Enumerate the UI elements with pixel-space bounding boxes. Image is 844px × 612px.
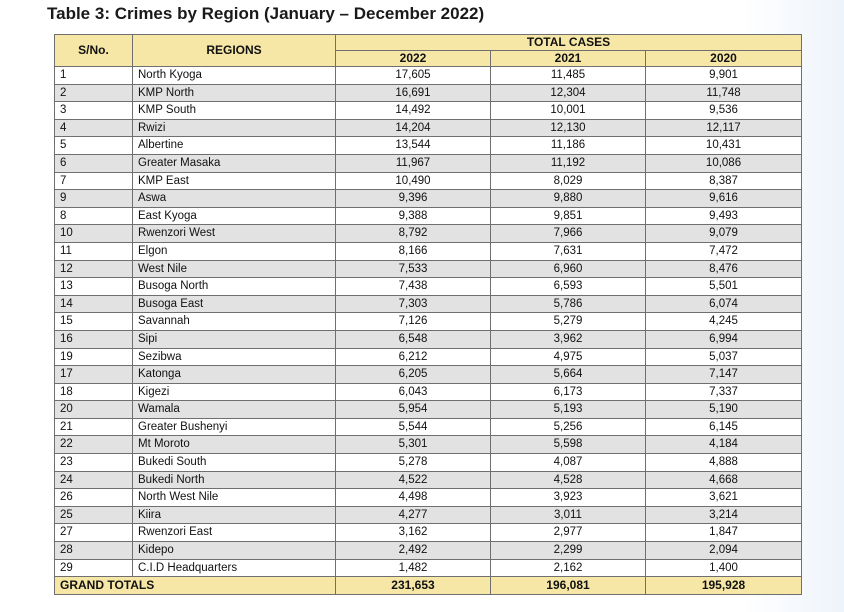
table-title: Table 3: Crimes by Region (January – December 2022): [47, 4, 485, 23]
cell-2020: 9,616: [646, 190, 802, 208]
cell-region: KMP North: [133, 84, 336, 102]
cell-2021: 11,186: [491, 137, 646, 155]
cell-region: Bukedi South: [133, 454, 336, 472]
table-row: [55, 172, 802, 190]
cell-sno: 11: [55, 242, 133, 260]
cell-sno: 3: [55, 102, 133, 120]
cell-2021: 10,001: [491, 102, 646, 120]
table-row: [55, 401, 802, 419]
cell-sno: 15: [55, 313, 133, 331]
table-row: [55, 67, 802, 85]
cell-region: Rwenzori East: [133, 524, 336, 542]
cell-sno: 26: [55, 489, 133, 507]
table-row: [55, 383, 802, 401]
cell-sno: 21: [55, 418, 133, 436]
cell-2020: 4,888: [646, 454, 802, 472]
cell-region: KMP South: [133, 102, 336, 120]
cell-2021: 5,598: [491, 436, 646, 454]
cell-2021: 2,977: [491, 524, 646, 542]
cell-2022: 7,303: [336, 295, 491, 313]
cell-region: West Nile: [133, 260, 336, 278]
cell-2022: 8,166: [336, 242, 491, 260]
grand-total-2020: 195,928: [646, 577, 802, 595]
cell-sno: 12: [55, 260, 133, 278]
cell-2022: 5,544: [336, 418, 491, 436]
cell-2020: 1,400: [646, 559, 802, 577]
header-year-2021: 2021: [491, 51, 646, 67]
cell-2020: 11,748: [646, 84, 802, 102]
cell-2022: 3,162: [336, 524, 491, 542]
cell-2020: 5,037: [646, 348, 802, 366]
cell-2021: 7,631: [491, 242, 646, 260]
cell-2021: 5,256: [491, 418, 646, 436]
table-row: [55, 366, 802, 384]
cell-2021: 9,880: [491, 190, 646, 208]
cell-sno: 7: [55, 172, 133, 190]
table-row: [55, 330, 802, 348]
cell-sno: 10: [55, 225, 133, 243]
cell-2021: 6,593: [491, 278, 646, 296]
cell-2021: 12,304: [491, 84, 646, 102]
cell-2020: 9,901: [646, 67, 802, 85]
cell-sno: 18: [55, 383, 133, 401]
cell-2021: 6,960: [491, 260, 646, 278]
table-row: [55, 84, 802, 102]
cell-region: North Kyoga: [133, 67, 336, 85]
cell-2020: 8,387: [646, 172, 802, 190]
cell-sno: 27: [55, 524, 133, 542]
cell-sno: 28: [55, 542, 133, 560]
cell-2021: 4,975: [491, 348, 646, 366]
cell-2020: 6,994: [646, 330, 802, 348]
table-row: [55, 524, 802, 542]
cell-region: KMP East: [133, 172, 336, 190]
cell-2022: 14,492: [336, 102, 491, 120]
cell-2022: 9,388: [336, 207, 491, 225]
cell-region: Mt Moroto: [133, 436, 336, 454]
cell-2020: 7,472: [646, 242, 802, 260]
cell-2020: 6,074: [646, 295, 802, 313]
table-header: [55, 35, 802, 67]
cell-2020: 9,079: [646, 225, 802, 243]
cell-2021: 12,130: [491, 119, 646, 137]
cell-region: Sipi: [133, 330, 336, 348]
cell-region: Busoga North: [133, 278, 336, 296]
cell-region: North West Nile: [133, 489, 336, 507]
cell-region: Kiira: [133, 506, 336, 524]
cell-region: Rwenzori West: [133, 225, 336, 243]
table-row: [55, 295, 802, 313]
crimes-by-region-table: [54, 34, 802, 595]
grand-totals-row: [55, 577, 802, 595]
header-year-2022: 2022: [336, 51, 491, 67]
cell-sno: 23: [55, 454, 133, 472]
table-row: [55, 207, 802, 225]
cell-2022: 2,492: [336, 542, 491, 560]
cell-2022: 6,548: [336, 330, 491, 348]
cell-2021: 5,786: [491, 295, 646, 313]
cell-region: Savannah: [133, 313, 336, 331]
cell-2022: 9,396: [336, 190, 491, 208]
cell-sno: 16: [55, 330, 133, 348]
cell-2020: 9,493: [646, 207, 802, 225]
cell-2022: 5,278: [336, 454, 491, 472]
cell-sno: 13: [55, 278, 133, 296]
cell-2022: 5,301: [336, 436, 491, 454]
cell-2022: 1,482: [336, 559, 491, 577]
cell-2022: 4,277: [336, 506, 491, 524]
cell-region: East Kyoga: [133, 207, 336, 225]
cell-2020: 4,245: [646, 313, 802, 331]
cell-sno: 14: [55, 295, 133, 313]
cell-region: Sezibwa: [133, 348, 336, 366]
cell-2021: 2,299: [491, 542, 646, 560]
cell-2020: 9,536: [646, 102, 802, 120]
cell-2022: 7,126: [336, 313, 491, 331]
cell-2020: 10,431: [646, 137, 802, 155]
cell-2020: 6,145: [646, 418, 802, 436]
cell-2020: 10,086: [646, 154, 802, 172]
cell-sno: 9: [55, 190, 133, 208]
header-total-cases: TOTAL CASES: [336, 35, 802, 51]
cell-2022: 5,954: [336, 401, 491, 419]
cell-2021: 8,029: [491, 172, 646, 190]
cell-region: Bukedi North: [133, 471, 336, 489]
cell-2021: 5,193: [491, 401, 646, 419]
cell-region: Greater Masaka: [133, 154, 336, 172]
table-row: [55, 471, 802, 489]
cell-region: Katonga: [133, 366, 336, 384]
cell-2022: 17,605: [336, 67, 491, 85]
cell-sno: 19: [55, 348, 133, 366]
cell-2020: 5,190: [646, 401, 802, 419]
cell-2022: 13,544: [336, 137, 491, 155]
table-row: [55, 278, 802, 296]
cell-sno: 29: [55, 559, 133, 577]
table-row: [55, 542, 802, 560]
grand-total-2021: 196,081: [491, 577, 646, 595]
table-row: [55, 489, 802, 507]
cell-2022: 8,792: [336, 225, 491, 243]
cell-2021: 3,011: [491, 506, 646, 524]
cell-2021: 6,173: [491, 383, 646, 401]
cell-2020: 7,147: [646, 366, 802, 384]
cell-2020: 4,668: [646, 471, 802, 489]
cell-2021: 5,279: [491, 313, 646, 331]
cell-region: Elgon: [133, 242, 336, 260]
table-row: [55, 348, 802, 366]
cell-region: Greater Bushenyi: [133, 418, 336, 436]
table-row: [55, 242, 802, 260]
cell-2020: 7,337: [646, 383, 802, 401]
grand-totals-label: GRAND TOTALS: [55, 577, 336, 595]
cell-2020: 8,476: [646, 260, 802, 278]
cell-2021: 4,528: [491, 471, 646, 489]
cell-region: Kidepo: [133, 542, 336, 560]
table-row: [55, 506, 802, 524]
table-row: [55, 154, 802, 172]
cell-sno: 24: [55, 471, 133, 489]
table-row: [55, 418, 802, 436]
cell-2020: 4,184: [646, 436, 802, 454]
cell-2021: 5,664: [491, 366, 646, 384]
cell-2022: 10,490: [336, 172, 491, 190]
cell-2020: 3,214: [646, 506, 802, 524]
cell-region: C.I.D Headquarters: [133, 559, 336, 577]
cell-2021: 3,923: [491, 489, 646, 507]
cell-2022: 7,533: [336, 260, 491, 278]
table-footer: [55, 577, 802, 595]
cell-sno: 4: [55, 119, 133, 137]
grand-total-2022: 231,653: [336, 577, 491, 595]
cell-region: Busoga East: [133, 295, 336, 313]
cell-region: Albertine: [133, 137, 336, 155]
cell-2022: 14,204: [336, 119, 491, 137]
table-row: [55, 454, 802, 472]
cell-2020: 5,501: [646, 278, 802, 296]
cell-sno: 25: [55, 506, 133, 524]
cell-2020: 2,094: [646, 542, 802, 560]
table-body: [55, 67, 802, 577]
header-regions: REGIONS: [133, 35, 336, 67]
table-row: [55, 313, 802, 331]
cell-sno: 1: [55, 67, 133, 85]
table-row: [55, 559, 802, 577]
cell-sno: 5: [55, 137, 133, 155]
cell-sno: 22: [55, 436, 133, 454]
cell-2022: 11,967: [336, 154, 491, 172]
table-row: [55, 119, 802, 137]
cell-sno: 2: [55, 84, 133, 102]
table-row: [55, 225, 802, 243]
cell-2022: 6,043: [336, 383, 491, 401]
table-row: [55, 190, 802, 208]
cell-sno: 8: [55, 207, 133, 225]
header-sno: S/No.: [55, 35, 133, 67]
cell-2021: 7,966: [491, 225, 646, 243]
table-row: [55, 137, 802, 155]
header-year-2020: 2020: [646, 51, 802, 67]
cell-2021: 4,087: [491, 454, 646, 472]
cell-sno: 20: [55, 401, 133, 419]
cell-2021: 11,192: [491, 154, 646, 172]
cell-region: Kigezi: [133, 383, 336, 401]
cell-2020: 1,847: [646, 524, 802, 542]
cell-sno: 17: [55, 366, 133, 384]
cell-2022: 6,212: [336, 348, 491, 366]
cell-2021: 3,962: [491, 330, 646, 348]
cell-2022: 4,498: [336, 489, 491, 507]
cell-2021: 9,851: [491, 207, 646, 225]
cell-2022: 7,438: [336, 278, 491, 296]
cell-2020: 3,621: [646, 489, 802, 507]
table-row: [55, 436, 802, 454]
table-row: [55, 260, 802, 278]
cell-2021: 2,162: [491, 559, 646, 577]
cell-region: Rwizi: [133, 119, 336, 137]
cell-2022: 6,205: [336, 366, 491, 384]
cell-region: Aswa: [133, 190, 336, 208]
cell-region: Wamala: [133, 401, 336, 419]
cell-2020: 12,117: [646, 119, 802, 137]
table-row: [55, 102, 802, 120]
cell-2022: 4,522: [336, 471, 491, 489]
cell-sno: 6: [55, 154, 133, 172]
cell-2022: 16,691: [336, 84, 491, 102]
cell-2021: 11,485: [491, 67, 646, 85]
